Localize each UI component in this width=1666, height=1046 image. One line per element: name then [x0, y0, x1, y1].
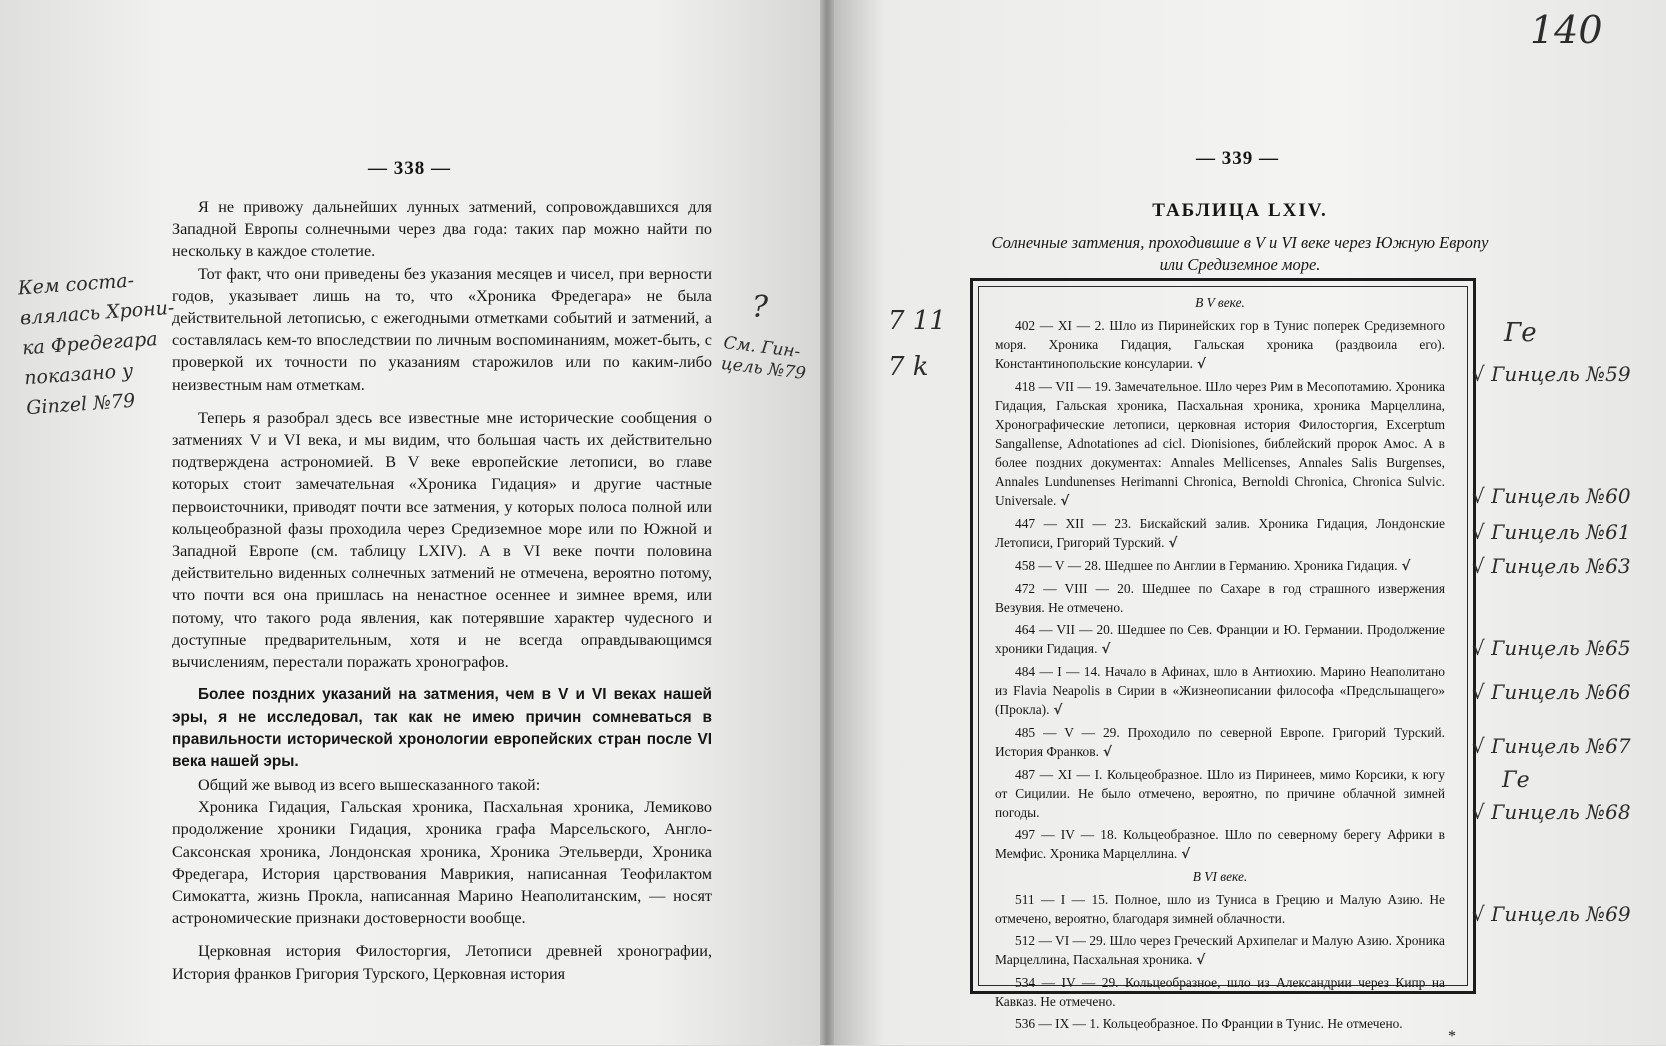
book-gutter: [820, 0, 834, 1045]
eclipse-table: [970, 278, 1476, 1031]
table-title: ТАБЛИЦА LXIV.: [1152, 200, 1328, 221]
table-entry: [995, 1014, 1445, 1033]
handwritten-ginzel-note: √ Гинцель №67: [1472, 734, 1631, 758]
table-entry: [995, 377, 1445, 511]
footnote-asterisk: *: [1448, 1028, 1456, 1045]
note-line: См. Гин-: [722, 332, 802, 363]
entry-text: 447 — XII — 23. Бискайский залив. Хроника Гидация, Лондонские Летописи, Григорий Турский.: [995, 516, 1445, 550]
handwritten-question-mark: ?: [752, 290, 769, 325]
entry-text: 418 — VII — 19. Замечательное. Шло через Рим в Месопотамию. Хроника Гидация, Гальская хроника, Пасхальная хроника, хроника Марцеллина, Хронографические летописи, церковная история Филосторгия, Excerptum Sangallense, Adnotationes ad cicl. Dionisiones, библейский пророк Амос. А в более поздних документах: Annales Mellicenses, Annales Salis Burgenses, Annales Lundunenses Herimanni Chronica, Bernoldi Chronica, Chronica Sulvic. Universale.: [995, 379, 1445, 508]
paragraph: Общий же вывод из всего вышесказанного такой:: [198, 775, 541, 794]
table-entry: [995, 579, 1445, 617]
check-mark-icon: √: [1053, 703, 1063, 718]
check-mark-icon: √: [1197, 357, 1206, 372]
table-entry: [995, 765, 1445, 822]
handwritten-margin-note: [17, 263, 182, 423]
entry-text: 472 — VIII — 20. Шедшее по Сахаре в год страшного извержения Везувия. Не отмечено.: [995, 581, 1445, 615]
handwritten-ginzel-note: √ Гинцель №69: [1472, 902, 1631, 926]
entry-text: 458 — V — 28. Шедшее по Англии в Германию. Хроника Гидация.: [1015, 558, 1398, 573]
check-mark-icon: √: [1101, 642, 1111, 657]
note-line: влялась Хрони-: [19, 296, 175, 330]
note-line: ка Фредегара: [21, 327, 159, 360]
bold-paragraph: Более поздних указаний на затмения, чем в V и VI веках нашей эры, я не исследовал, так как не имею причин сомневаться в правильности исторической хронологии европейских стран после VI века нашей эры.: [172, 686, 712, 771]
handwritten-ginzel-note: √ Гинцель №63: [1472, 554, 1631, 578]
handwritten-column-mark: 7 11: [888, 306, 946, 336]
table-entry: [995, 931, 1445, 970]
table-entry: [995, 514, 1445, 553]
handwritten-ginzel-note: √ Гинцель №60: [1472, 484, 1631, 508]
entry-text: 487 — XI — I. Кольцеобразное. Шло из Пиринеев, мимо Корсики, к югу от Сицилии. Не было отмечено, вероятно, по причине облачной зимней погоды.: [995, 767, 1445, 820]
handwritten-ginzel-note: √ Гинцель №59: [1472, 362, 1631, 386]
handwritten-ginzel-note: √ Гинцель №65: [1472, 636, 1631, 660]
table-entry: [995, 973, 1445, 1011]
entry-text: 464 — VII — 20. Шедшее по Сев. Франции и Ю. Германии. Продолжение хроники Гидация.: [995, 622, 1445, 656]
handwritten-corner-number: 140: [1530, 8, 1603, 52]
check-mark-icon: √: [1181, 847, 1191, 862]
handwritten-ginzel-note: √ Гинцель №61: [1472, 520, 1631, 544]
section-heading-vi: В VI веке.: [1192, 869, 1248, 884]
paragraph: Хроника Гидация, Гальская хроника, Пасхальная хроника, Лемиково продолжение хроники Гидация, хроника графа Марсельского, Англо-Саксонская хроника, Лондонская хроника, Хроника Этельверди, Хроника Фредегара, История царствования Маврикия, написанная Теофилактом Симокатта, жизнь Прокла, написанная Марино Неаполитанским, — носят астрономические признаки достоверности вообще.: [172, 798, 712, 928]
handwritten-ge-mark: Ге: [1504, 318, 1537, 348]
table-entry: [995, 723, 1445, 762]
check-mark-icon: √: [1196, 953, 1206, 968]
left-page-number: — 338 —: [368, 158, 451, 179]
left-page: [0, 0, 820, 1045]
check-mark-icon: √: [1060, 494, 1070, 509]
check-mark-icon: √: [1168, 536, 1178, 551]
table-subtitle: Солнечные затмения, проходившие в V и VI веке через Южную Европу или Средиземное море.: [991, 233, 1489, 274]
right-page-number: — 339 —: [1196, 148, 1279, 169]
entry-text: 485 — V — 29. Проходило по северной Европе. Григорий Турский. История Франков.: [995, 725, 1445, 759]
left-page-body: [172, 196, 712, 985]
entry-text: 484 — I — 14. Начало в Афинах, шло в Антиохию. Марино Неаполитано из Flavia Neapolis в Сирии в «Жизнеописании философа «Предсльшащего» (Прокла).: [995, 664, 1445, 717]
table-entry: [995, 825, 1445, 864]
entry-text: 536 — IX — 1. Кольцеобразное. По Франции в Тунис. Не отмечено.: [1015, 1016, 1403, 1031]
paragraph: Я не привожу дальнейших лунных затмений, сопровождавшихся для Западной Европы солнечными через два года: таких пар можно найти по нескольку в каждое столетие.: [172, 198, 712, 261]
table-entry: [995, 890, 1445, 928]
check-mark-icon: √: [1102, 745, 1112, 760]
paragraph: Теперь я разобрал здесь все известные мне исторические сообщения о затмениях V и VI века, и мы видим, что большая часть их действительно подтверждена астрономией. В V веке европейские летописи, во главе которых стоит замечательная «Хроника Гидация» и другие частные первоисточники, приводят почти все затмения, у которых полоса полной или кольцеобразной фазы проходила через Средиземное море или по Южной и Западной Европе (см. таблицу LXIV). А в VI веке почти половина действительно виденных солнечных затмений не отмечена, вероятно потому, что почти вся она пришлась на ненастное осеннее и зимнее время, или потому, что такого рода явления, как потерявшие характер чудесного и доступные предварительным, хотя и не всегда оправдывающимся вычислениям, перестали поражать хронографов.: [172, 408, 712, 672]
section-heading-v: В V веке.: [1195, 295, 1245, 310]
note-line: Кем соста-: [17, 269, 135, 300]
table-entry: [995, 620, 1445, 659]
handwritten-ginzel-note: √ Гинцель №68: [1472, 800, 1631, 824]
entry-text: 402 — XI — 2. Шло из Пиринейских гор в Тунис поперек Средиземного моря. Хроника Гидация, Гальская хроника (раздвоила его). Константинопольские консуларии.: [995, 318, 1445, 371]
entry-text: 512 — VI — 29. Шло через Греческий Архипелаг и Малую Азию. Хроника Марцеллина, Пасхальная хроника.: [995, 933, 1445, 967]
note-line: Ginzel №79: [25, 389, 136, 420]
check-mark-icon: √: [1401, 559, 1411, 574]
handwritten-ge-mark: Ге: [1502, 768, 1530, 793]
handwritten-side-note: [720, 333, 810, 385]
table-entry: [995, 662, 1445, 720]
table-body: [995, 291, 1445, 1036]
entry-text: 534 — IV — 29. Кольцеобразное, шло из Александрии через Кипр на Кавказ. Не отмечено.: [995, 975, 1445, 1009]
paragraph: Церковная история Филосторгия, Летописи древней хронографии, История франков Григория Турского, Церковная история: [172, 942, 712, 983]
note-line: цель №79: [719, 353, 807, 385]
table-entry: [995, 316, 1445, 374]
entry-text: 497 — IV — 18. Кольцеобразное. Шло по северному берегу Африки в Мемфис. Хроника Марцеллина.: [995, 827, 1445, 861]
handwritten-column-mark: 7 k: [888, 352, 929, 382]
handwritten-ginzel-note: √ Гинцель №66: [1472, 680, 1631, 704]
entry-text: 511 — I — 15. Полное, шло из Туниса в Грецию и Малую Азию. Не отмечено, вероятно, благодаря зимней облачности.: [995, 892, 1445, 926]
table-entry: [995, 556, 1445, 576]
paragraph: Тот факт, что они приведены без указания месяцев и чисел, при верности годов, указывает лишь на то, что «Хроника Фредегара» не была действительной летописью, с ежегодными отметками событий и затмений, а составлялась кем-то впоследствии по личным воспоминаниям, может-быть, с проверкой их точности по указаниям старожилов или по каким-либо неизвестным нам отметкам.: [172, 264, 712, 394]
note-line: показано у: [23, 359, 134, 390]
